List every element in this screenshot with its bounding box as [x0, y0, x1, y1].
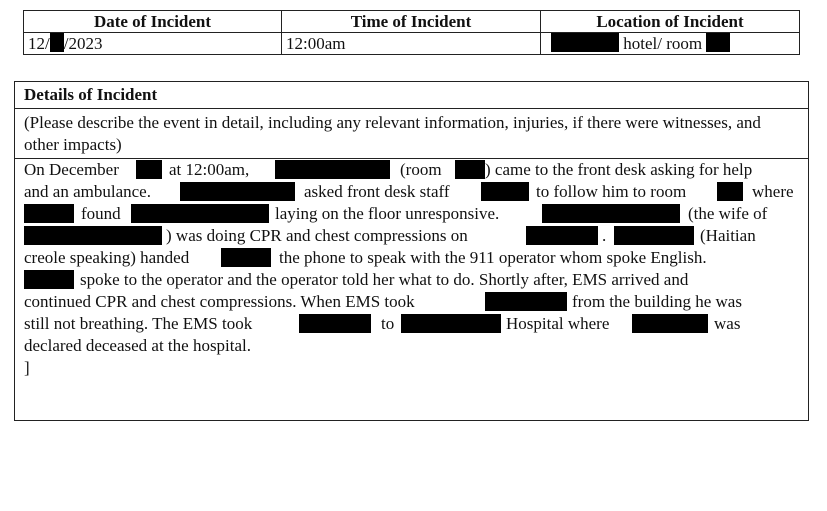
narrative-line: [24, 335, 252, 357]
narrative-line: [24, 269, 689, 291]
narrative-text: (room: [400, 160, 442, 179]
narrative-text: (the wife of: [688, 204, 768, 223]
narrative-text: found: [81, 204, 121, 223]
redaction-block: [551, 33, 619, 52]
narrative-text: ]: [24, 358, 30, 377]
location-text: hotel/ room: [623, 34, 703, 53]
narrative-text: ) came to the front desk asking for help: [485, 160, 753, 179]
narrative-text: at 12:00am,: [169, 160, 250, 179]
header-time: Time of Incident: [282, 11, 541, 33]
narrative-line: [24, 225, 756, 247]
redaction-block: [632, 314, 708, 333]
details-prompt: (Please describe the event in detail, including any relevant information, injuries, if there were witnesses, and other impacts): [15, 109, 808, 159]
time-cell: 12:00am: [282, 33, 541, 55]
narrative-text: from the building he was: [572, 292, 742, 311]
narrative-text: to follow him to room: [536, 182, 687, 201]
redaction-block: [24, 226, 162, 245]
narrative-text: still not breathing. The EMS took: [24, 314, 253, 333]
narrative-text: the phone to speak with the 911 operator whom spoke English.: [279, 248, 707, 267]
narrative-line: [24, 313, 741, 335]
details-header: Details of Incident: [15, 82, 808, 109]
narrative-line: [24, 357, 50, 379]
narrative-text: creole speaking) handed: [24, 248, 190, 267]
date-suffix: /2023: [63, 34, 103, 53]
header-location: Location of Incident: [541, 11, 800, 33]
redaction-block: [706, 33, 730, 52]
narrative-line: [24, 203, 768, 225]
redaction-block: [485, 292, 567, 311]
narrative-text: asked front desk staff: [304, 182, 450, 201]
redaction-block: [401, 314, 501, 333]
location-cell: [541, 33, 800, 55]
narrative-text: Hospital where: [506, 314, 610, 333]
redaction-block: [614, 226, 694, 245]
narrative-line: [24, 291, 742, 313]
narrative-text: to: [381, 314, 395, 333]
narrative-text: ) was doing CPR and chest compressions on: [166, 226, 468, 245]
redaction-block: [180, 182, 295, 201]
redaction-block: [275, 160, 390, 179]
header-date: Date of Incident: [24, 11, 282, 33]
redaction-block: [542, 204, 680, 223]
narrative-line: [24, 159, 753, 181]
narrative-text: laying on the floor unresponsive.: [275, 204, 500, 223]
date-prefix: 12/: [28, 34, 50, 53]
incident-summary-table: [23, 10, 800, 55]
narrative-text: continued CPR and chest compressions. When EMS took: [24, 292, 415, 311]
narrative-line: [24, 247, 707, 269]
narrative-text: On December: [24, 160, 119, 179]
narrative-text: where: [752, 182, 794, 201]
redaction-block: [131, 204, 269, 223]
details-body: [15, 159, 808, 421]
redaction-block: [717, 182, 743, 201]
redaction-block: [455, 160, 485, 179]
redaction-block: [50, 33, 64, 52]
redaction-block: [136, 160, 162, 179]
redaction-block: [526, 226, 598, 245]
redaction-block: [24, 270, 74, 289]
redaction-block: [299, 314, 371, 333]
redaction-block: [221, 248, 271, 267]
date-cell: [24, 33, 282, 55]
narrative-text: declared deceased at the hospital.: [24, 336, 252, 355]
narrative-text: spoke to the operator and the operator told her what to do. Shortly after, EMS arrived and: [80, 270, 689, 289]
details-section: [14, 81, 809, 421]
narrative-text: .: [602, 226, 607, 245]
narrative-text: and an ambulance.: [24, 182, 151, 201]
redaction-block: [24, 204, 74, 223]
redaction-block: [481, 182, 529, 201]
narrative-text: was: [714, 314, 741, 333]
narrative-text: (Haitian: [700, 226, 756, 245]
narrative-line: [24, 181, 794, 203]
